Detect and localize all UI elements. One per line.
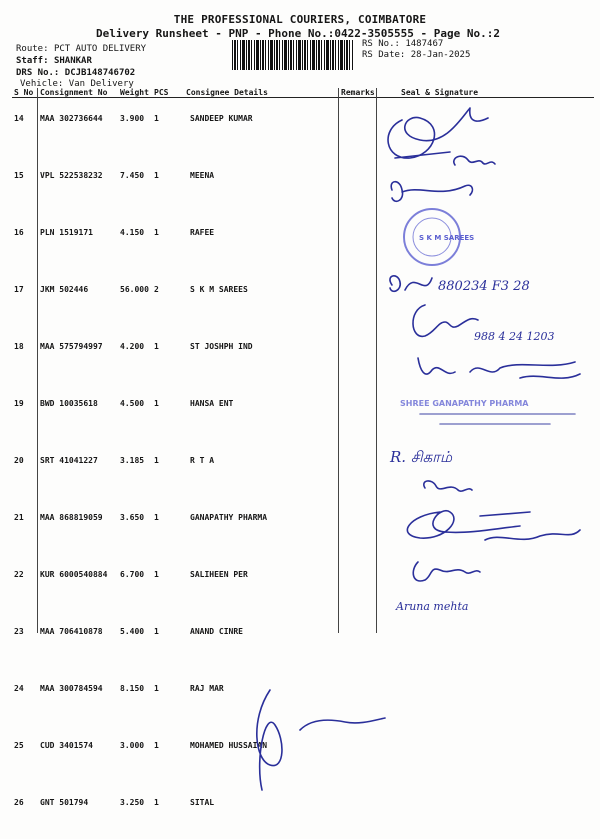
col-consignee: Consignee Details: [184, 88, 339, 98]
table-divider: [37, 88, 38, 633]
cell-consignment: SRT 41041227: [40, 456, 98, 465]
col-consignment: Consignment No: [38, 88, 118, 98]
table-row: [12, 383, 594, 440]
cell-consignment: CUD 3401574: [40, 741, 93, 750]
cell-consignee: RAJ MAR: [190, 684, 224, 693]
cell-sno: 18: [14, 342, 24, 351]
drs-value: DCJB148746702: [64, 68, 136, 78]
cell-consignment: MAA 868819059: [40, 513, 103, 522]
name-22: R. சிகாம்: [390, 448, 453, 466]
cell-consignee: MOHAMED HUSSAIAN: [190, 741, 268, 750]
cell-remarks: [339, 725, 377, 782]
cell-consignment: JKM 502446: [40, 285, 89, 294]
cell-consignee: SITAL: [190, 798, 215, 807]
col-weight: Weight: [118, 88, 152, 98]
cell-sno: 22: [14, 570, 24, 579]
cell-remarks: [339, 440, 377, 497]
col-remarks: Remarks: [339, 88, 377, 98]
cell-seal-signature: [377, 725, 594, 782]
cell-seal-signature: [377, 98, 594, 156]
table-row: [12, 611, 594, 668]
stamp-21-text: SHREE GANAPATHY PHARMA: [400, 399, 529, 408]
stamp-17-text: S K M SAREES: [419, 234, 475, 242]
cell-pcs: 1: [154, 741, 159, 750]
cell-pcs: 1: [154, 114, 159, 123]
staff-label: Staff:: [16, 56, 49, 66]
table-row: [12, 440, 594, 497]
table-row: [12, 155, 594, 212]
runsheet-subtitle: Delivery Runsheet - PNP - Phone No.:0422-3505555 - Page No.:2: [96, 27, 500, 40]
cell-remarks: [339, 212, 377, 269]
cell-seal-signature: [377, 326, 594, 383]
cell-weight: 4.500: [120, 399, 145, 408]
cell-pcs: 2: [154, 285, 159, 294]
cell-seal-signature: [377, 497, 594, 554]
cell-sno: 14: [14, 114, 24, 123]
table-row: [12, 497, 594, 554]
cell-sno: 16: [14, 228, 24, 237]
cell-consignment: MAA 300784594: [40, 684, 103, 693]
cell-remarks: [339, 611, 377, 668]
cell-consignee: SANDEEP KUMAR: [190, 114, 253, 123]
cell-consignment: GNT 501794: [40, 798, 89, 807]
barcode-icon: [232, 40, 354, 70]
cell-remarks: [339, 269, 377, 326]
cell-weight: 3.000: [120, 741, 145, 750]
cell-remarks: [339, 668, 377, 725]
cell-pcs: 1: [154, 456, 159, 465]
cell-consignment: MAA 706410878: [40, 627, 103, 636]
table-row: [12, 269, 594, 326]
cell-pcs: 1: [154, 513, 159, 522]
vehicle-label: Vehicle:: [20, 79, 64, 89]
drs-line: [16, 68, 135, 78]
cell-consignment: MAA 575794997: [40, 342, 103, 351]
cell-pcs: 1: [154, 684, 159, 693]
drs-label: DRS No.:: [16, 68, 60, 78]
cell-weight: 3.900: [120, 114, 145, 123]
cell-consignee: R T A: [190, 456, 215, 465]
cell-seal-signature: [377, 611, 594, 668]
table-header: [12, 88, 594, 98]
cell-seal-signature: [377, 212, 594, 269]
cell-weight: 3.250: [120, 798, 145, 807]
cell-sno: 25: [14, 741, 24, 750]
cell-sno: 15: [14, 171, 24, 180]
route-line: [16, 44, 146, 54]
cell-consignment: KUR 6000540884: [40, 570, 108, 579]
cell-weight: 7.450: [120, 171, 145, 180]
cell-seal-signature: [377, 383, 594, 440]
cell-weight: 3.185: [120, 456, 145, 465]
phone-19: 988 4 24 1203: [474, 330, 555, 343]
cell-consignment: VPL 522538232: [40, 171, 103, 180]
cell-remarks: [339, 383, 377, 440]
rs-number: RS No.: 1487467: [362, 39, 444, 49]
cell-weight: 6.700: [120, 570, 145, 579]
cell-consignee: ST JOSHPH IND: [190, 342, 253, 351]
cell-remarks: [339, 782, 377, 839]
cell-weight: 5.400: [120, 627, 145, 636]
cell-pcs: 1: [154, 627, 159, 636]
table-row: [12, 782, 594, 839]
cell-remarks: [339, 554, 377, 611]
cell-consignee: ANAND CINRE: [190, 627, 243, 636]
cell-sno: 24: [14, 684, 24, 693]
cell-consignment: MAA 302736644: [40, 114, 103, 123]
cell-consignee: SALIHEEN PER: [190, 570, 248, 579]
cell-remarks: [339, 98, 377, 156]
table-row: [12, 326, 594, 383]
staff-value: SHANKAR: [53, 56, 92, 66]
cell-weight: 4.150: [120, 228, 145, 237]
company-title: THE PROFESSIONAL COURIERS, COIMBATORE: [173, 13, 427, 26]
cell-seal-signature: [377, 782, 594, 839]
cell-sno: 23: [14, 627, 24, 636]
cell-remarks: [339, 155, 377, 212]
col-sno: S No: [12, 88, 38, 98]
cell-weight: 56.000: [120, 285, 149, 294]
runsheet-table: [12, 88, 594, 839]
cell-sno: 17: [14, 285, 24, 294]
cell-pcs: 1: [154, 798, 159, 807]
cell-pcs: 1: [154, 171, 159, 180]
cell-consignee: S K M SAREES: [190, 285, 248, 294]
cell-sno: 19: [14, 399, 24, 408]
cell-consignee: HANSA ENT: [190, 399, 234, 408]
table-divider: [338, 88, 339, 633]
table-row: [12, 668, 594, 725]
table-row: [12, 212, 594, 269]
cell-pcs: 1: [154, 570, 159, 579]
cell-consignee: MEENA: [190, 171, 215, 180]
cell-seal-signature: [377, 554, 594, 611]
phone-18: 880234 F3 28: [438, 279, 530, 294]
route-label: Route:: [16, 44, 49, 54]
cell-weight: 8.150: [120, 684, 145, 693]
cell-consignment: PLN 1519171: [40, 228, 93, 237]
cell-seal-signature: [377, 440, 594, 497]
cell-pcs: 1: [154, 399, 159, 408]
cell-seal-signature: [377, 668, 594, 725]
cell-seal-signature: [377, 269, 594, 326]
cell-consignment: BWD 10035618: [40, 399, 98, 408]
table-row: [12, 725, 594, 782]
staff-line: [16, 56, 92, 66]
vehicle-value: Van Delivery: [68, 79, 134, 89]
table-row: [12, 554, 594, 611]
cell-sno: 26: [14, 798, 24, 807]
cell-seal-signature: [377, 155, 594, 212]
cell-consignee: RAFEE: [190, 228, 215, 237]
cell-sno: 20: [14, 456, 24, 465]
cell-pcs: 1: [154, 342, 159, 351]
cell-remarks: [339, 497, 377, 554]
table-divider: [376, 88, 377, 633]
cell-remarks: [339, 326, 377, 383]
cell-weight: 4.200: [120, 342, 145, 351]
col-pcs: PCS: [152, 88, 184, 98]
cell-pcs: 1: [154, 228, 159, 237]
col-seal: Seal & Signature: [377, 88, 594, 98]
route-value: PCT AUTO DELIVERY: [53, 44, 147, 54]
table-row: [12, 98, 594, 156]
cell-sno: 21: [14, 513, 24, 522]
cell-weight: 3.650: [120, 513, 145, 522]
rs-date: RS Date: 28-Jan-2025: [362, 50, 471, 60]
cell-consignee: GANAPATHY PHARMA: [190, 513, 268, 522]
name-26: Aruna mehta: [396, 600, 469, 613]
